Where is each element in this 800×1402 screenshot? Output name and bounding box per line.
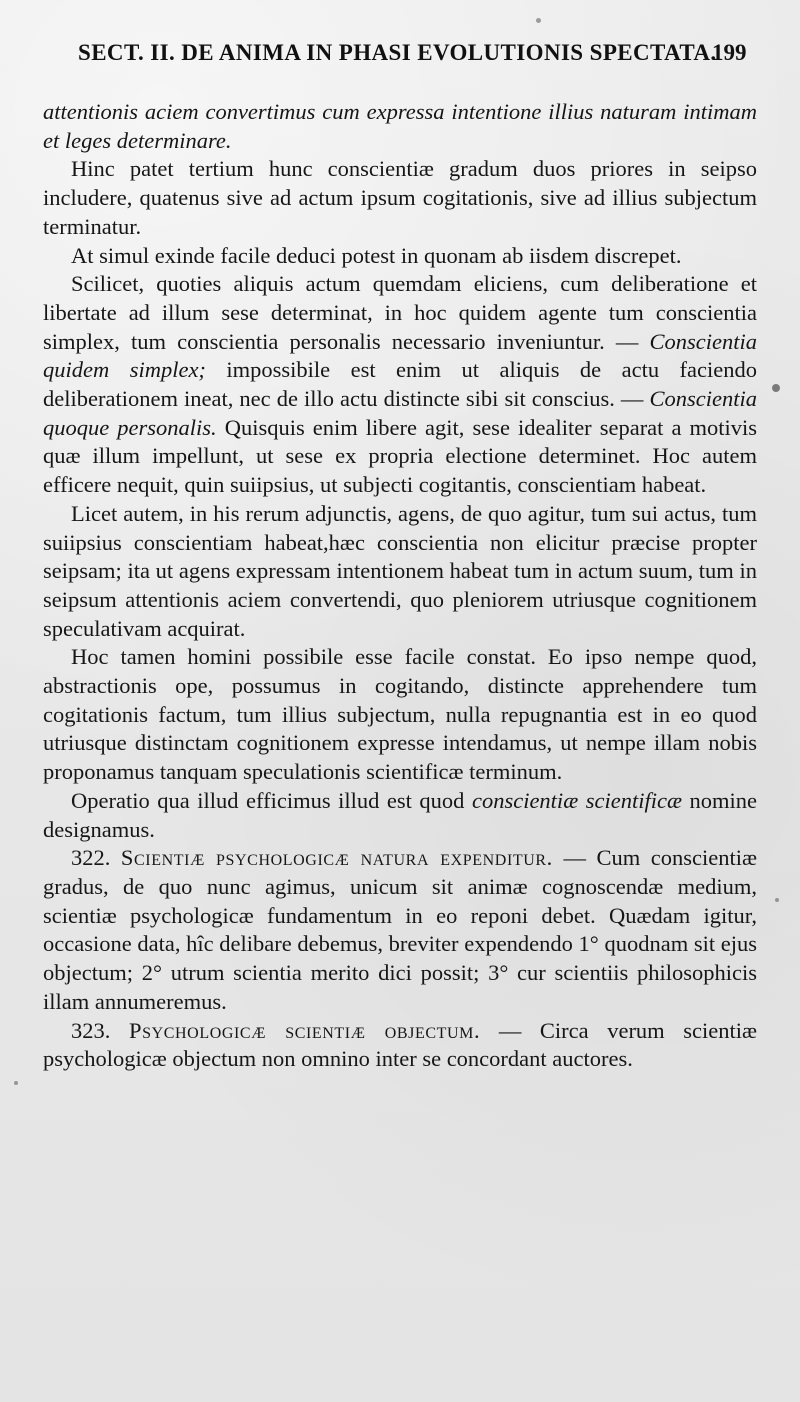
section-text: — Cum conscientiæ gradus, de quo nunc agimus, unicum sit animæ cognoscendæ medium, scientiæ psychologicæ fundamentum in eo reponi debet. Quædam igitur, occasione data, hîc delibare debemus, breviter expendendo 1° quodnam sit ejus objectum; 2° utrum scientia merito dici possit; 3° cur scientiis philosophicis illam annumeremus. [43, 845, 757, 1014]
paragraph-text: Scilicet, quoties aliquis actum quemdam eliciens, cum deliberatione et libertate ad illum sese determinat, in hoc quidem agente tum conscientia simplex, tum conscientia personalis necessario inveniuntur. — [43, 271, 757, 354]
running-head: SECT. II. DE ANIMA IN PHASI EVOLUTIONIS SPECTATA. [78, 40, 717, 65]
paragraph-text: impossibile est enim ut aliquis de actu faciendo deliberationem ineat, nec de illo actu distincte sibi sit conscius. — [43, 357, 757, 412]
paragraph-text: Licet autem, in his rerum adjunctis, agens, de quo agitur, tum sui actus, tum suiipsius conscientiam habeat,hæc conscientia non elicitur præcise propter seipsam; ita ut agens expressam intentionem habeat tum in actum suum, tum in seipsum attentionis aciem convertendi, quo pleniorem utriusque cognitionem speculativam acquirat. [43, 500, 757, 641]
page-header [0, 40, 800, 74]
paragraph-text: Hinc patet tertium hunc conscientiæ gradum duos priores in seipso includere, quatenus sive ad actum ipsum cogitationis, sive ad illius subjectum terminatur. [43, 156, 757, 239]
paragraph-text: attentionis aciem convertimus cum expressa intentione illius naturam intimam et leges determinare. [43, 99, 757, 153]
paragraph-continuation [43, 98, 757, 155]
paragraph-text: At simul exinde facile deduci potest in quonam ab iisdem discrepet. [71, 242, 682, 268]
section-322 [43, 844, 757, 1016]
section-323 [43, 1017, 757, 1074]
paragraph [43, 270, 757, 500]
section-text: — Circa verum scientiæ psychologicæ objectum non omnino inter se concordant auctores. [43, 1017, 758, 1072]
section-title: Psychologicæ scientiæ objectum. [128, 1017, 481, 1043]
italic-phrase: conscientiæ scientificæ [471, 787, 682, 813]
paragraph [43, 787, 757, 844]
paragraph [43, 643, 757, 787]
paragraph [43, 242, 757, 271]
page-number: 199 [712, 40, 747, 65]
section-number: 322. [71, 845, 111, 871]
paper-speck [772, 384, 780, 392]
paragraph [43, 500, 757, 644]
body-text [43, 98, 757, 1074]
paragraph [43, 155, 757, 241]
paragraph-text: Hoc tamen homini possibile esse facile constat. Eo ipso nempe quod, abstractionis ope, possumus in cogitando, distincte apprehendere tum cogitationis factum, tum illius subjectum, nulla repugnantia est in eo quod utriusque distinctam cognitionem expresse intendamus, ut nempe illam nobis proponamus tanquam speculationis scientificæ terminum. [43, 644, 757, 785]
paragraph-text: Operatio qua illud efficimus illud est quod [71, 787, 472, 813]
section-number: 323. [71, 1017, 111, 1043]
paper-speck [775, 898, 779, 902]
paragraph-text: nomine designamus. [43, 787, 757, 842]
italic-phrase: Conscientia quidem simplex; [43, 328, 757, 383]
paper-speck [14, 1081, 18, 1085]
section-title: Scientiæ psychologicæ natura expenditur. [120, 845, 553, 871]
paper-speck [536, 18, 541, 23]
paragraph-text: Quisquis enim libere agit, sese idealiter separat a motivis quæ illum impellunt, ut sese ex propria electione determinet. Hoc autem efficere nequit, quin suiipsius, ut subjecti cogitantis, conscientiam habeat. [43, 414, 757, 498]
italic-phrase: Conscientia quoque personalis. [43, 386, 757, 440]
